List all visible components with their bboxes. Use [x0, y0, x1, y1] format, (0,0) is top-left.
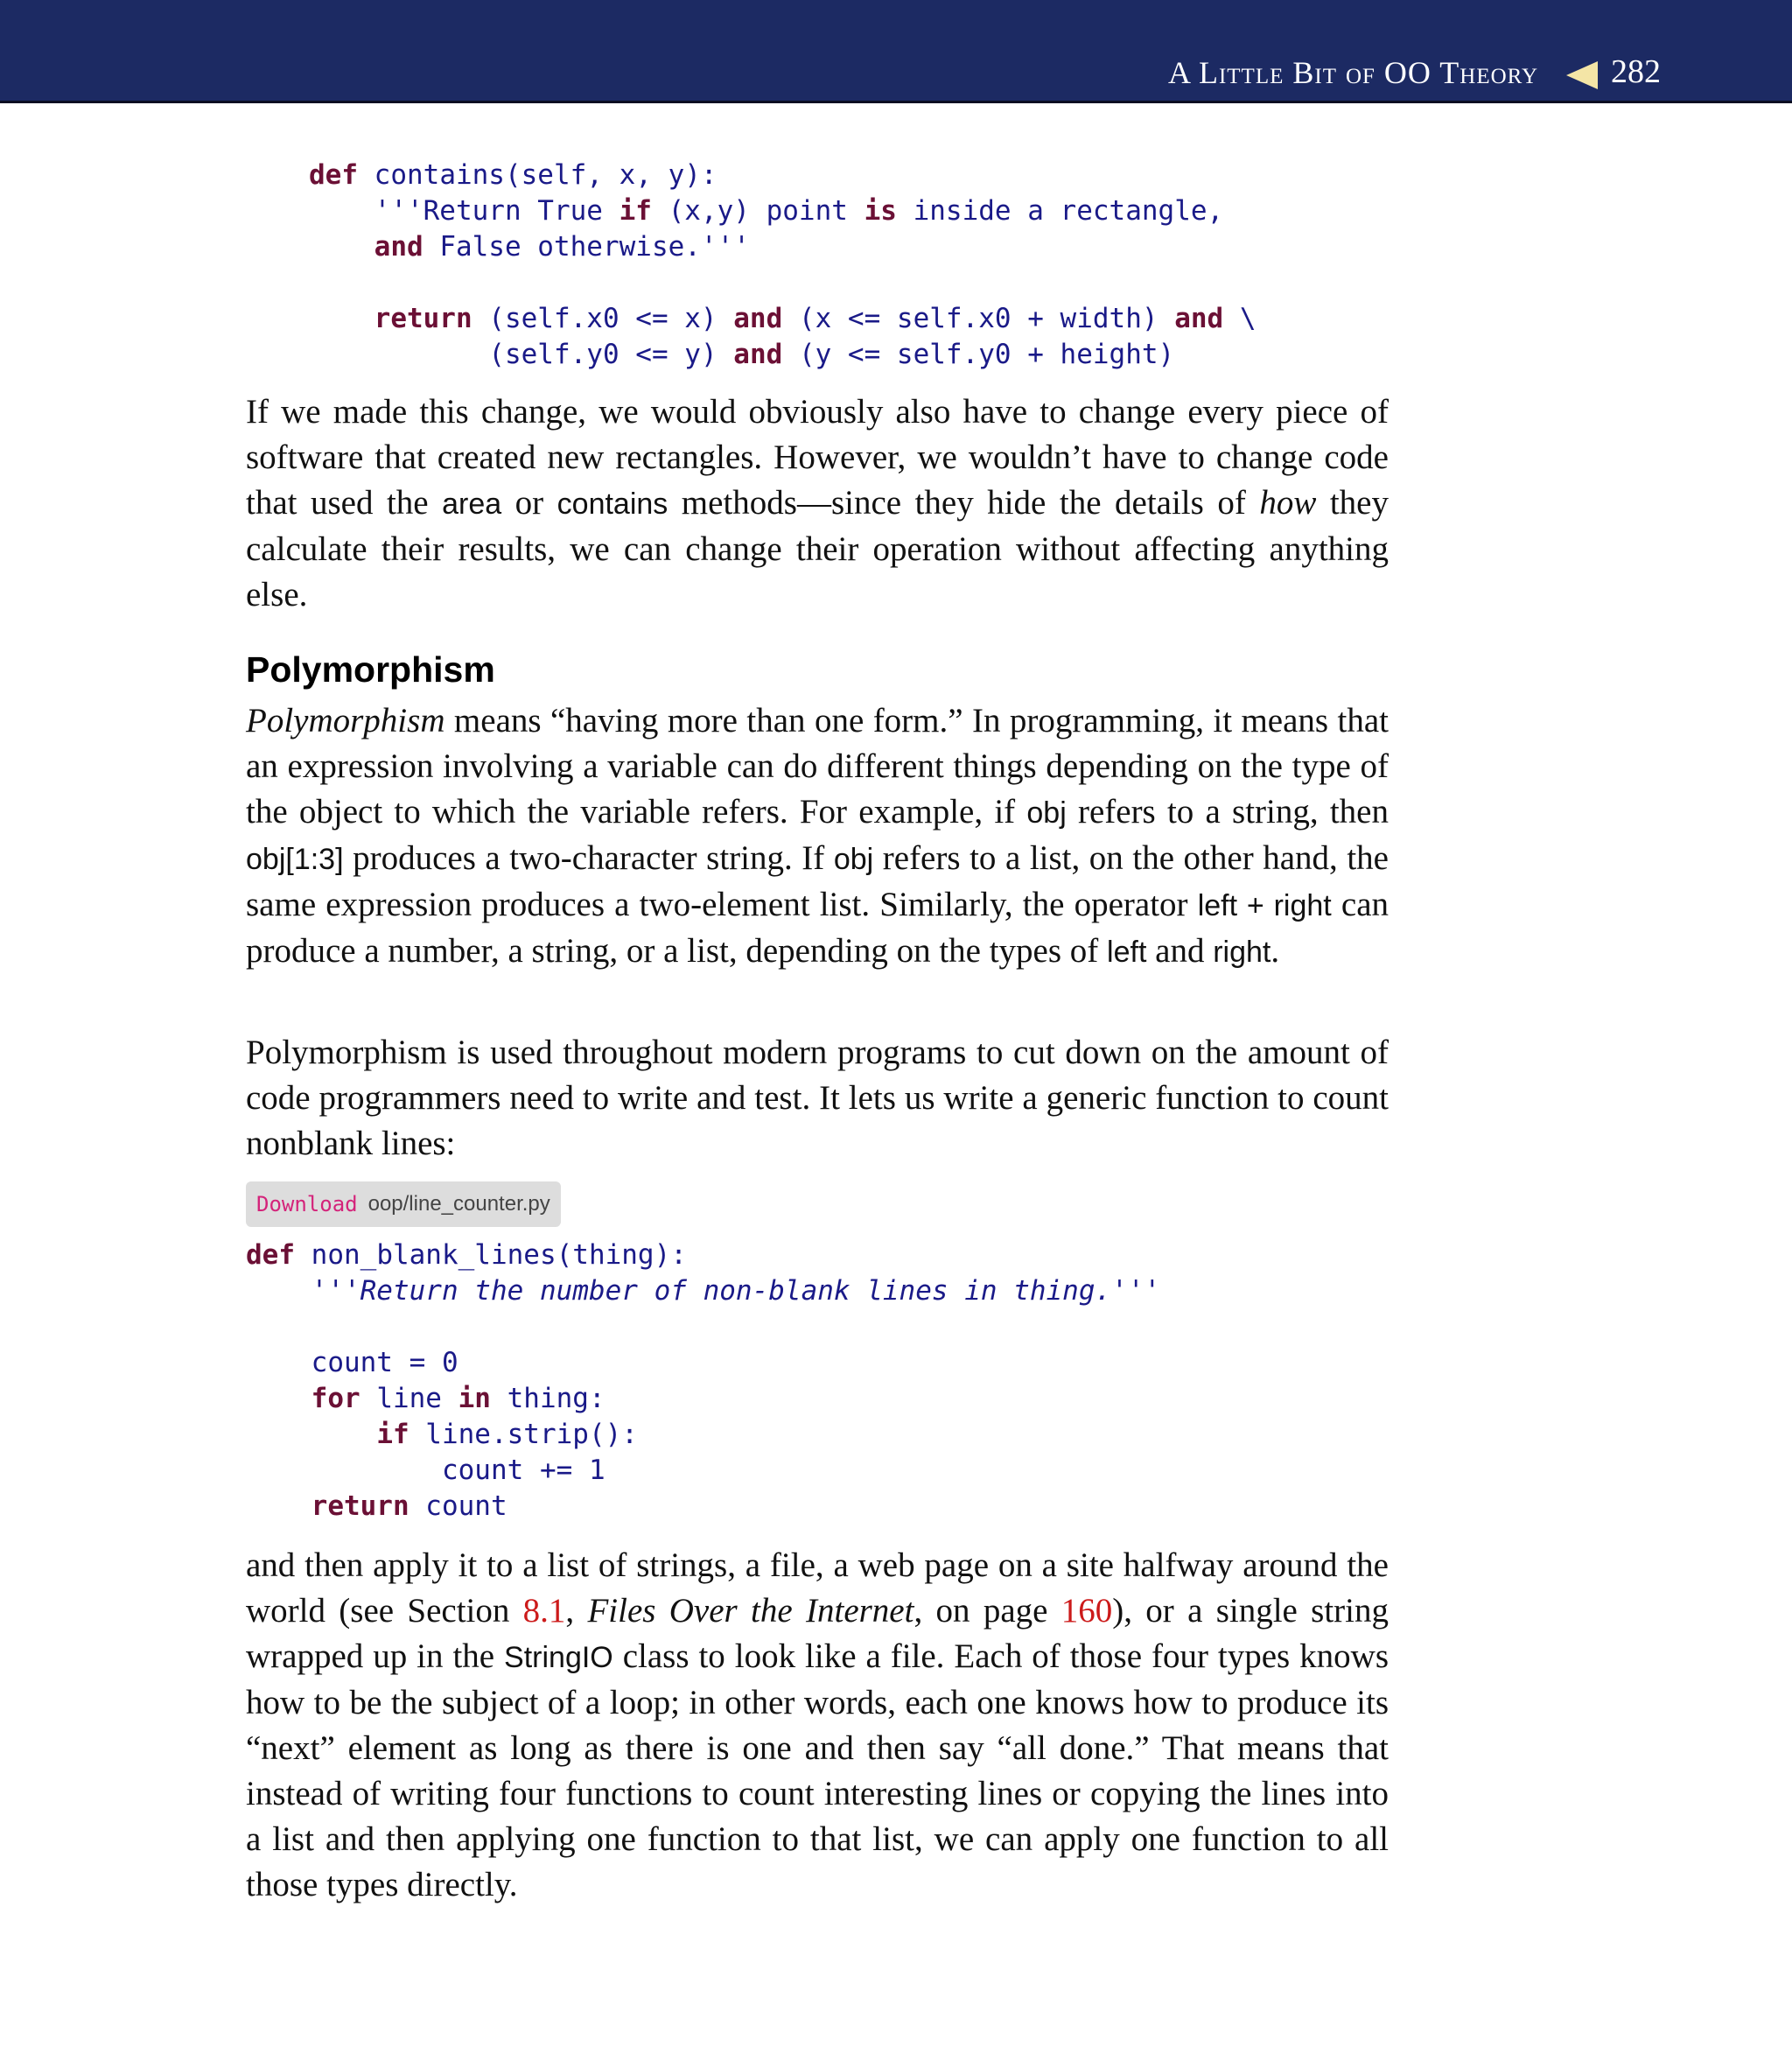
text: they calculate their results, we can change their operation without affecting anything else. — [246, 484, 1389, 613]
download-label: Download — [256, 1192, 358, 1216]
code-text: non_blank_lines(thing): — [295, 1239, 687, 1271]
keyword: def — [246, 1239, 295, 1271]
code-text: count = 0 — [311, 1347, 458, 1378]
inline-code: left + right — [1197, 889, 1332, 922]
code-text: line — [360, 1383, 458, 1414]
download-link[interactable] — [246, 1181, 561, 1227]
section-title: A Little Bit of OO Theory — [1167, 55, 1538, 90]
text: and then apply it to a list of strings, a file, a web page on a site halfway around the world (see Section — [246, 1546, 1389, 1630]
code-text: thing: — [490, 1383, 606, 1414]
text: class to look like a file. Each of those four types knows how to be the subject of a loop; in other words, each one knows how to produce its “next” element as long as there is one and then say “all done.” That means that instead of writing four functions to count interesting lines or copying the lines into a list and then applying one function to that list, we can apply one function to all those types directly. — [246, 1637, 1389, 1903]
code-text: line.strip(): — [409, 1419, 638, 1450]
page-reference-link[interactable]: 160 — [1060, 1592, 1113, 1630]
code-text: count += 1 — [441, 1455, 606, 1486]
inline-code: right — [1213, 936, 1271, 969]
code-text: '''Return True — [374, 195, 620, 227]
emphasis: Polymorphism — [246, 702, 445, 740]
text: , on page — [914, 1592, 1061, 1630]
section-heading: Polymorphism — [246, 649, 495, 690]
inline-code: StringIO — [504, 1641, 613, 1674]
code-text: (x <= self.x0 + width) — [782, 303, 1175, 334]
paragraph-polymorphism-definition — [246, 698, 1389, 975]
keyword: if — [376, 1419, 410, 1450]
keyword: def — [309, 159, 358, 191]
text: ), or a single string wrapped up in the — [246, 1592, 1390, 1675]
keyword: for — [311, 1383, 360, 1414]
text: refers to a list, on the other hand, the same expression produces a two-element list. Similarly, the operator — [246, 839, 1389, 923]
keyword: and — [733, 339, 783, 370]
previous-page-arrow-icon[interactable] — [1566, 61, 1598, 89]
inline-code: obj[1:3] — [246, 843, 344, 876]
text: produces a two-character string. If — [343, 839, 834, 877]
download-file-path: oop/line_counter.py — [368, 1192, 550, 1216]
text: and — [1146, 932, 1214, 970]
keyword: and — [733, 303, 783, 334]
keyword: and — [1174, 303, 1224, 334]
inline-code: area — [442, 487, 502, 521]
code-text: (self.y0 <= y) — [488, 339, 734, 370]
text: methods—since they hide the details of — [668, 484, 1260, 522]
inline-code: obj — [833, 843, 874, 876]
inline-code: left — [1107, 936, 1147, 969]
keyword: return — [374, 303, 472, 334]
code-block-contains — [309, 158, 1256, 373]
keyword: return — [311, 1490, 410, 1522]
text: or — [501, 484, 557, 522]
inline-code: obj — [1026, 796, 1067, 830]
running-header — [0, 0, 1792, 103]
code-text: count — [409, 1490, 508, 1522]
keyword: is — [864, 195, 897, 227]
paragraph-encapsulation — [246, 389, 1389, 618]
text: refers to a string, then — [1066, 793, 1389, 831]
text: If we made this change, we would obviously also have to change every piece of software that created new rectangles. However, we wouldn’t have to change code that used the — [246, 393, 1389, 522]
code-text: contains(self, x, y): — [358, 159, 718, 191]
keyword: if — [619, 195, 652, 227]
code-text: \ — [1223, 303, 1256, 334]
text: means “having more than one form.” In programming, it means that an expression involving a variable can do different things depending on the type of the object to which the variable refers. For example, if — [246, 702, 1389, 831]
inline-code: contains — [556, 487, 668, 521]
text: . — [1270, 932, 1280, 970]
docstring: '''Return the number of non-blank lines in thing.''' — [311, 1275, 1161, 1307]
code-text: (self.x0 <= x) — [472, 303, 734, 334]
emphasis: Files Over the Internet — [587, 1592, 914, 1630]
code-text: (x,y) point — [651, 195, 864, 227]
keyword: and — [374, 231, 424, 263]
code-text: inside a rectangle, — [896, 195, 1224, 227]
text: can produce a number, a string, or a list, depending on the types of — [246, 886, 1390, 970]
keyword: in — [458, 1383, 491, 1414]
page-number: 282 — [1611, 53, 1661, 90]
paragraph-apply-function — [246, 1543, 1389, 1908]
code-text: False otherwise.''' — [423, 231, 750, 263]
text: , — [565, 1592, 588, 1630]
code-block-non-blank-lines — [246, 1237, 1160, 1525]
code-text: (y <= self.y0 + height) — [782, 339, 1175, 370]
section-reference-link[interactable]: 8.1 — [522, 1592, 566, 1630]
emphasis: how — [1259, 484, 1317, 522]
paragraph-polymorphism-usage: Polymorphism is used throughout modern programs to cut down on the amount of code programmers need to write and test. It lets us write a generic function to count nonblank lines: — [246, 1034, 1389, 1162]
